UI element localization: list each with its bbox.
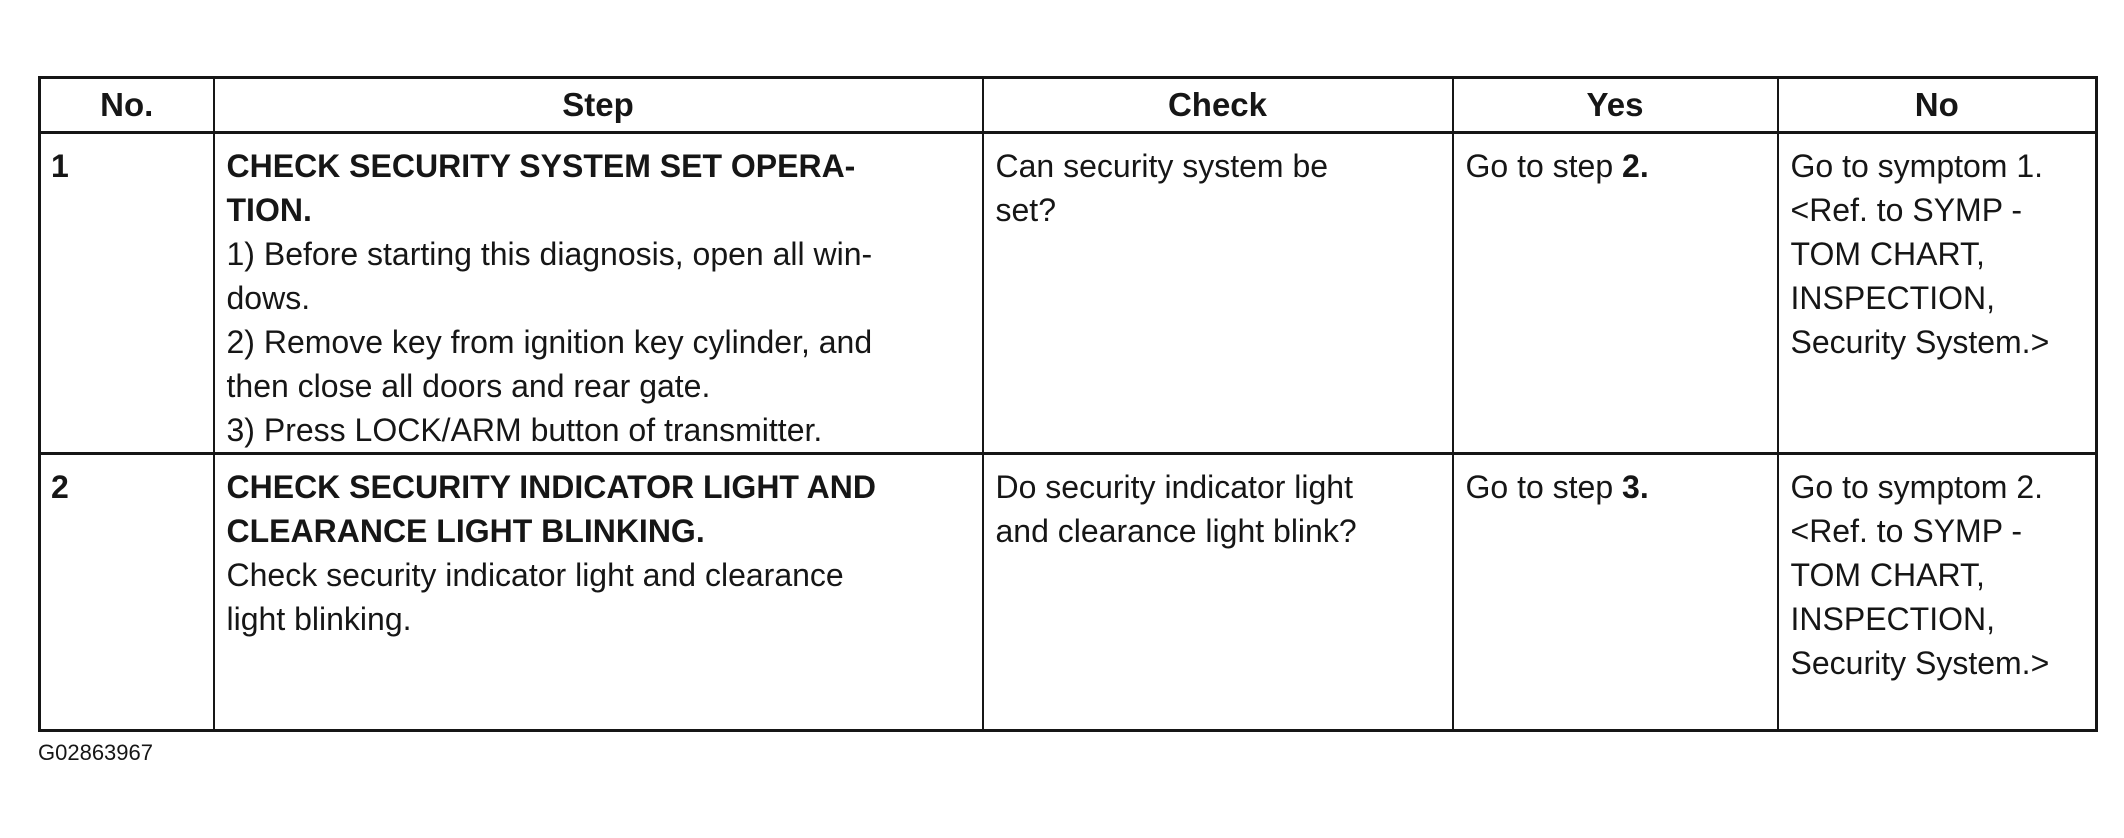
no-cell bbox=[1778, 454, 2097, 731]
header-step: Step bbox=[214, 78, 983, 133]
step-title-line: CLEARANCE LIGHT BLINKING. bbox=[226, 513, 705, 549]
table-row bbox=[40, 133, 2097, 454]
step-title-line: CHECK SECURITY SYSTEM SET OPERA- bbox=[226, 148, 856, 184]
step-instruction-line: 1) Before starting this diagnosis, open all win- bbox=[226, 236, 873, 272]
no-action-line: <Ref. to SYMP - bbox=[1790, 513, 2022, 549]
step-title-line: TION. bbox=[226, 192, 312, 228]
no-action-line: Go to symptom 2. bbox=[1790, 469, 2044, 505]
yes-action-text: Go to step bbox=[1465, 148, 1623, 184]
header-no: No. bbox=[40, 78, 214, 133]
check-cell bbox=[983, 454, 1453, 731]
step-instruction-line: light blinking. bbox=[226, 601, 412, 637]
check-cell bbox=[983, 133, 1453, 454]
step-instruction-line: Check security indicator light and clearance bbox=[226, 557, 844, 593]
step-instruction-line: 3) Press LOCK/ARM button of transmitter. bbox=[226, 412, 823, 448]
no-action-line: TOM CHART, bbox=[1790, 236, 1985, 272]
header-check: Check bbox=[983, 78, 1453, 133]
step-title-line: CHECK SECURITY INDICATOR LIGHT AND bbox=[226, 469, 876, 505]
step-cell bbox=[214, 454, 983, 731]
no-action-line: INSPECTION, bbox=[1790, 601, 1995, 637]
yes-step-ref: 3. bbox=[1622, 469, 1649, 505]
no-cell bbox=[1778, 133, 2097, 454]
check-question-line: Can security system be bbox=[995, 148, 1329, 184]
table-header-row bbox=[40, 78, 2097, 133]
no-action-line: Security System.> bbox=[1790, 324, 2050, 360]
table-row bbox=[40, 454, 2097, 731]
step-number: 1 bbox=[40, 133, 214, 454]
step-instruction-line: 2) Remove key from ignition key cylinder, and bbox=[226, 324, 873, 360]
yes-cell bbox=[1453, 133, 1778, 454]
no-action-line: Go to symptom 1. bbox=[1790, 148, 2044, 184]
step-instruction-line: dows. bbox=[226, 280, 311, 316]
check-question-line: Do security indicator light bbox=[995, 469, 1353, 505]
yes-cell bbox=[1453, 454, 1778, 731]
no-action-line: INSPECTION, bbox=[1790, 280, 1995, 316]
check-question-line: and clearance light blink? bbox=[995, 513, 1357, 549]
step-number: 2 bbox=[40, 454, 214, 731]
no-action-line: <Ref. to SYMP - bbox=[1790, 192, 2022, 228]
no-action-line: TOM CHART, bbox=[1790, 557, 1985, 593]
step-cell bbox=[214, 133, 983, 454]
yes-step-ref: 2. bbox=[1622, 148, 1649, 184]
no-action-line: Security System.> bbox=[1790, 645, 2050, 681]
diagnostic-table bbox=[38, 76, 2098, 732]
yes-action-text: Go to step bbox=[1465, 469, 1623, 505]
header-no-result: No bbox=[1778, 78, 2097, 133]
header-yes: Yes bbox=[1453, 78, 1778, 133]
step-instruction-line: then close all doors and rear gate. bbox=[226, 368, 711, 404]
figure-id: G02863967 bbox=[38, 740, 153, 765]
check-question-line: set? bbox=[995, 192, 1056, 228]
